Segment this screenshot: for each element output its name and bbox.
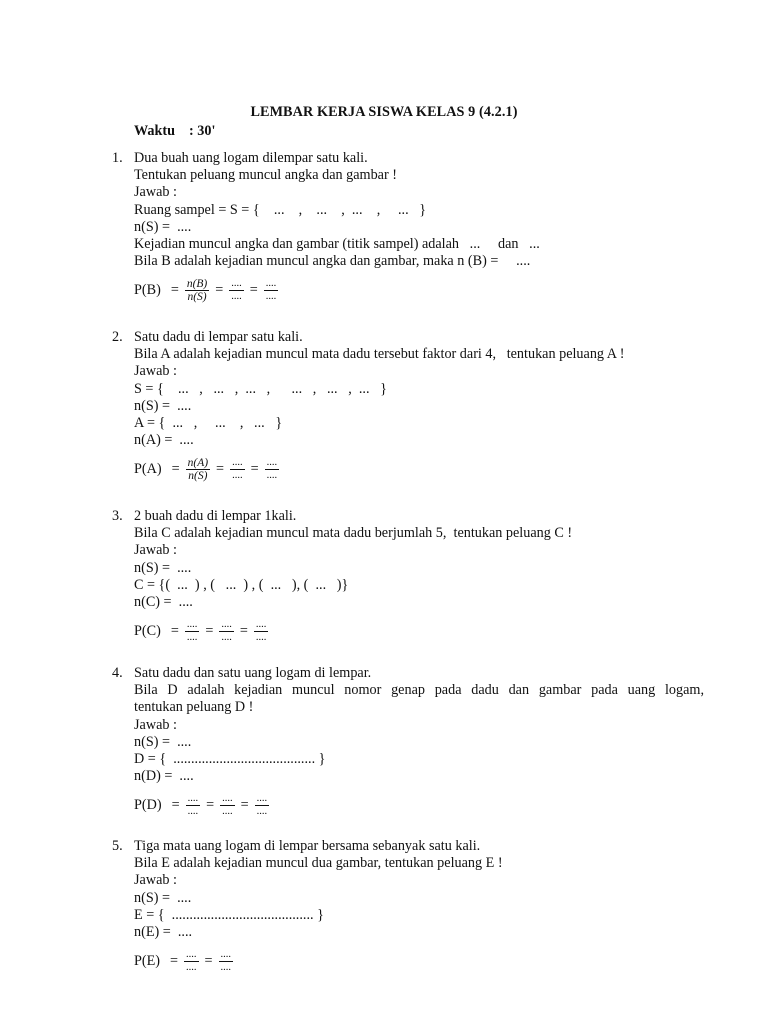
time-separator: : — [189, 123, 194, 139]
fraction-blank — [229, 278, 244, 303]
answer-label: Jawab : — [134, 542, 177, 559]
fraction-blank — [255, 793, 270, 818]
equals-sign: = — [249, 281, 258, 298]
fraction-blank — [264, 278, 279, 303]
fraction-denominator: .... — [256, 805, 268, 817]
fraction-denominator: .... — [221, 631, 232, 643]
fraction-denominator: .... — [231, 290, 242, 302]
probability-formula — [134, 613, 704, 649]
question-number: 3. — [112, 508, 123, 524]
probability-label: P(B) — [134, 281, 161, 298]
answer-label: Jawab : — [134, 872, 177, 889]
event-set-line: D = { ........................................ } — [134, 750, 326, 767]
equals-sign: = — [205, 622, 214, 639]
fraction-denominator: n(S) — [187, 290, 207, 303]
question-instruction: Bila E adalah kejadian muncul dua gambar, tentukan peluang E ! — [134, 855, 503, 872]
equals-sign: = — [239, 622, 248, 639]
fraction-denominator: .... — [186, 961, 197, 973]
fraction-numerator: .... — [220, 948, 232, 960]
fraction-denominator: .... — [222, 805, 233, 817]
fraction-numerator: .... — [186, 618, 198, 630]
page-title: LEMBAR KERJA SISWA KELAS 9 (4.2.1) — [250, 104, 518, 120]
probability-formula — [134, 451, 704, 487]
fraction-numerator: .... — [187, 792, 199, 804]
time-value: 30' — [197, 123, 216, 139]
fraction-denominator: n(S) — [188, 469, 208, 482]
equals-sign: = — [206, 796, 215, 813]
question-instruction: Bila D adalah kejadian muncul nomor genap pada dadu dan gambar pada uang logam, — [134, 682, 704, 699]
question-instruction: Bila A adalah kejadian muncul mata dadu tersebut faktor dari 4, tentukan peluang A ! — [134, 346, 625, 363]
event-count-line: Bila B adalah kejadian muncul angka dan gambar, maka n (B) = .... — [134, 253, 531, 270]
event-count-line: n(E) = .... — [134, 923, 193, 940]
question-text: Satu dadu dan satu uang logam di lempar. — [134, 665, 372, 681]
question-number: 4. — [112, 665, 123, 681]
fraction-numerator: .... — [256, 792, 268, 804]
answer-label: Jawab : — [134, 363, 177, 380]
probability-label: P(A) — [134, 460, 162, 477]
event-set-line: E = { ........................................ } — [134, 906, 324, 923]
event-count-line: n(C) = .... — [134, 593, 193, 610]
question-instruction: Tentukan peluang muncul angka dan gambar ! — [134, 167, 397, 184]
event-points-line: Kejadian muncul angka dan gambar (titik sampel) adalah ... dan ... — [134, 235, 540, 252]
probability-formula — [134, 787, 704, 823]
equals-sign: = — [170, 281, 179, 298]
fraction-numerator: .... — [221, 618, 232, 630]
fraction-numerator: .... — [232, 456, 243, 468]
equals-sign: = — [216, 460, 225, 477]
ns-line: n(S) = .... — [134, 889, 192, 906]
event-set-line: C = {( ... ) , ( ... ) , ( ... ), ( ... )} — [134, 576, 349, 593]
event-set-line: A = { ... , ... , ... } — [134, 414, 283, 431]
question-text: Satu dadu di lempar satu kali. — [134, 329, 303, 345]
equals-sign: = — [240, 796, 249, 813]
ns-line: n(S) = .... — [134, 218, 192, 235]
fraction-numerator: .... — [186, 948, 197, 960]
event-count-line: n(A) = .... — [134, 432, 194, 449]
fraction-denominator: .... — [265, 290, 277, 302]
probability-label: P(C) — [134, 622, 161, 639]
fraction-blank — [184, 949, 199, 974]
time-info — [134, 123, 215, 140]
question-text: Dua buah uang logam dilempar satu kali. — [134, 150, 368, 166]
equals-sign: = — [215, 281, 224, 298]
fraction-denominator: .... — [232, 469, 243, 481]
question-number: 5. — [112, 838, 123, 854]
question-number: 1. — [112, 150, 123, 166]
probability-formula — [134, 943, 704, 979]
equals-sign: = — [171, 460, 180, 477]
question-instruction: Bila C adalah kejadian muncul mata dadu berjumlah 5, tentukan peluang C ! — [134, 525, 573, 542]
answer-label: Jawab : — [134, 716, 177, 733]
event-count-line: n(D) = .... — [134, 768, 194, 785]
equals-sign: = — [170, 952, 179, 969]
ns-line: n(S) = .... — [134, 733, 192, 750]
equals-sign: = — [250, 460, 259, 477]
time-label: Waktu — [134, 123, 176, 139]
fraction-denominator: .... — [266, 469, 278, 481]
sample-space-line: S = { ... , ... , ... , ... , ... , ... } — [134, 380, 387, 397]
fraction-blank — [185, 619, 200, 644]
question-text: 2 buah dadu di lempar 1kali. — [134, 508, 297, 524]
fraction-formula — [186, 457, 210, 482]
answer-label: Jawab : — [134, 184, 177, 201]
question-number: 2. — [112, 329, 123, 345]
fraction-formula — [185, 278, 209, 303]
fraction-denominator: .... — [186, 631, 198, 643]
fraction-blank — [254, 619, 269, 644]
fraction-numerator: .... — [231, 277, 242, 289]
ns-line: n(S) = .... — [134, 397, 192, 414]
fraction-denominator: .... — [255, 631, 267, 643]
fraction-numerator: .... — [255, 618, 267, 630]
fraction-numerator: .... — [266, 456, 278, 468]
fraction-numerator: n(A) — [187, 456, 209, 469]
fraction-denominator: .... — [187, 805, 199, 817]
fraction-blank — [230, 457, 245, 482]
probability-label: P(E) — [134, 952, 161, 969]
fraction-denominator: .... — [220, 961, 232, 973]
equals-sign: = — [204, 952, 213, 969]
equals-sign: = — [170, 622, 179, 639]
fraction-blank — [219, 949, 234, 974]
probability-formula — [134, 272, 704, 308]
question-text: Tiga mata uang logam di lempar bersama sebanyak satu kali. — [134, 838, 481, 854]
fraction-blank — [186, 793, 201, 818]
sample-space-line: Ruang sampel = S = { ... , ... , ... , ... } — [134, 201, 427, 218]
probability-label: P(D) — [134, 796, 162, 813]
fraction-blank — [265, 457, 280, 482]
ns-line: n(S) = .... — [134, 559, 192, 576]
fraction-blank — [220, 793, 235, 818]
fraction-numerator: .... — [222, 792, 233, 804]
fraction-numerator: .... — [265, 277, 277, 289]
question-instruction-cont: tentukan peluang D ! — [134, 699, 254, 716]
equals-sign: = — [171, 796, 180, 813]
fraction-numerator: n(B) — [186, 277, 208, 290]
fraction-blank — [219, 619, 234, 644]
